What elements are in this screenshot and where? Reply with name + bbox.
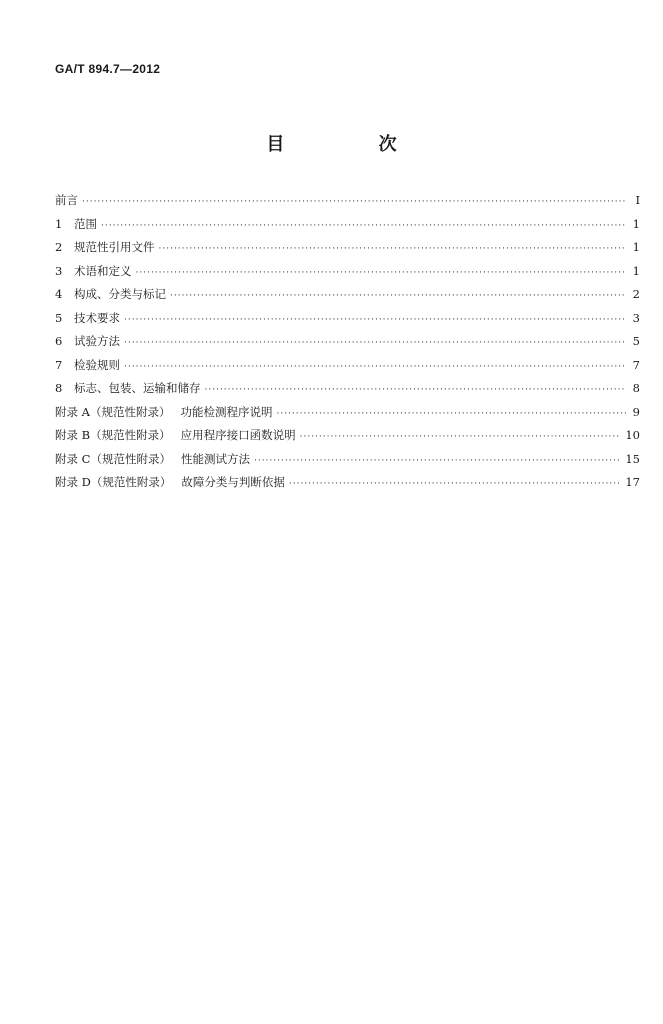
toc-leader-dots	[300, 426, 622, 450]
toc-entry[interactable]	[55, 471, 640, 495]
toc-entry-page-number: 1	[632, 216, 640, 231]
toc-entry-number: 4	[55, 287, 63, 301]
toc-entry-title: 规范性引用文件	[74, 240, 155, 254]
toc-entry-appendix-label: 附录 A（规范性附录）	[55, 404, 171, 419]
toc-entry-page-number: 1	[632, 240, 640, 254]
toc-entry[interactable]	[55, 401, 640, 425]
toc-entry-title: 构成、分类与标记	[74, 287, 166, 301]
toc-entry-appendix-label: 附录 B（规范性附录）	[55, 428, 171, 442]
toc-entry-title: 功能检测程序说明	[180, 404, 273, 419]
toc-entry-number: 1	[55, 216, 63, 231]
toc-title: 目 次	[266, 134, 441, 155]
toc-entry-number: 6	[55, 334, 63, 348]
toc-entry-title: 应用程序接口函数说明	[180, 428, 296, 442]
toc-entry[interactable]	[55, 448, 640, 472]
toc-entry[interactable]	[55, 260, 640, 284]
toc-entry[interactable]	[55, 424, 640, 448]
toc-entry-title: 试验方法	[74, 334, 120, 348]
toc-leader-dots	[124, 356, 626, 380]
table-of-contents	[55, 189, 640, 495]
toc-entry-page-number: 17	[625, 475, 640, 489]
toc-entry-title: 技术要求	[74, 310, 120, 325]
toc-leader-dots	[289, 473, 621, 497]
toc-entry[interactable]	[55, 189, 640, 213]
toc-entry-page-number: 2	[632, 287, 640, 301]
toc-leader-dots	[124, 309, 626, 333]
toc-entry-number: 5	[55, 310, 63, 325]
toc-entry-title: 检验规则	[74, 357, 120, 372]
toc-entry-title: 术语和定义	[74, 263, 132, 278]
toc-entry-page-number: Ⅰ	[635, 193, 640, 207]
toc-entry-title: 性能测试方法	[180, 451, 250, 466]
toc-entry-page-number: 8	[632, 381, 640, 395]
toc-leader-dots	[276, 403, 626, 427]
toc-entry-appendix-label: 附录 D（规范性附录）	[55, 475, 172, 489]
toc-entry[interactable]	[55, 236, 640, 260]
standard-code: GA/T 894.7—2012	[55, 62, 161, 76]
toc-entry-page-number: 10	[625, 428, 640, 442]
toc-entry-page-number: 15	[625, 451, 640, 466]
toc-entry-page-number: 7	[632, 357, 640, 372]
toc-entry-title: 标志、包装、运输和储存	[74, 381, 201, 395]
toc-leader-dots	[136, 262, 627, 286]
toc-entry-title: 前言	[55, 193, 78, 207]
toc-entry[interactable]	[55, 377, 640, 401]
toc-leader-dots	[205, 379, 627, 403]
toc-entry-number: 7	[55, 357, 63, 372]
toc-leader-dots	[159, 238, 627, 262]
toc-entry[interactable]	[55, 354, 640, 378]
toc-entry-title: 范围	[74, 216, 97, 231]
toc-entry[interactable]	[55, 330, 640, 354]
toc-leader-dots	[254, 450, 621, 474]
toc-leader-dots	[101, 215, 626, 239]
toc-entry-number: 3	[55, 263, 63, 278]
toc-leader-dots	[82, 191, 626, 215]
toc-entry-appendix-label: 附录 C（规范性附录）	[55, 451, 171, 466]
toc-entry[interactable]	[55, 213, 640, 237]
toc-leader-dots	[124, 332, 626, 356]
toc-entry-page-number: 3	[632, 310, 640, 325]
toc-entry-title: 故障分类与判断依据	[181, 475, 285, 489]
toc-entry-number: 2	[55, 240, 63, 254]
toc-entry[interactable]	[55, 283, 640, 307]
toc-entry-number: 8	[55, 381, 63, 395]
toc-entry[interactable]	[55, 307, 640, 331]
toc-entry-page-number: 5	[632, 334, 640, 348]
toc-entry-page-number: 9	[632, 404, 640, 419]
toc-leader-dots	[170, 285, 626, 309]
toc-entry-page-number: 1	[632, 263, 640, 278]
